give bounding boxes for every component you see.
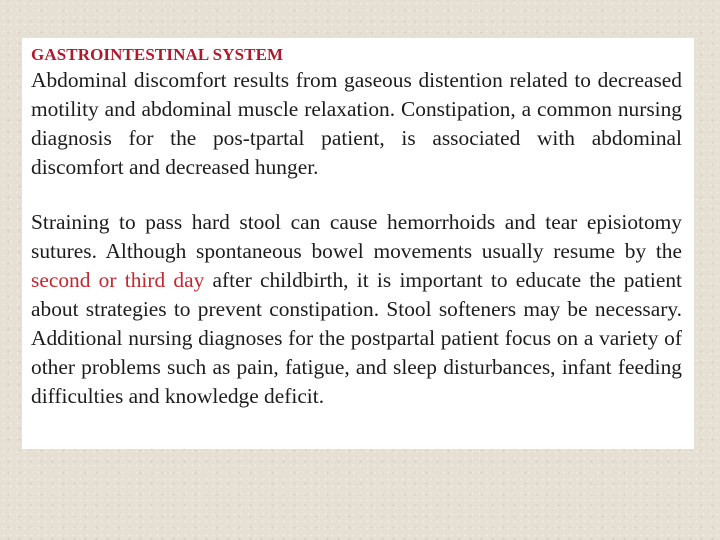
paragraph-text-after: after childbirth, it is important to educate the patient about strategies to prevent constipation. Stool softeners may be necessary. Additional nursing diagnoses for the postpartal patient focus on a variety of other problems such as pain, fatigue, and sleep disturbances, infant feeding difficulties and knowledge deficit. [31, 268, 682, 408]
paragraph-straining [31, 208, 682, 411]
highlight-second-or-third-day: second or third day [31, 268, 205, 292]
paragraph-text-before: Straining to pass hard stool can cause hemorrhoids and tear episiotomy sutures. Although spontaneous bowel movements usually resume by the [31, 210, 682, 263]
paragraph-abdominal-discomfort: Abdominal discomfort results from gaseous distention related to decreased motility and abdominal muscle relaxation. Constipation, a common nursing diagnosis for the pos-tpartal patient, is associated with abdominal discomfort and decreased hunger. [31, 68, 682, 179]
slide-title: GASTROINTESTINAL SYSTEM [31, 45, 284, 64]
content-panel [22, 38, 694, 449]
